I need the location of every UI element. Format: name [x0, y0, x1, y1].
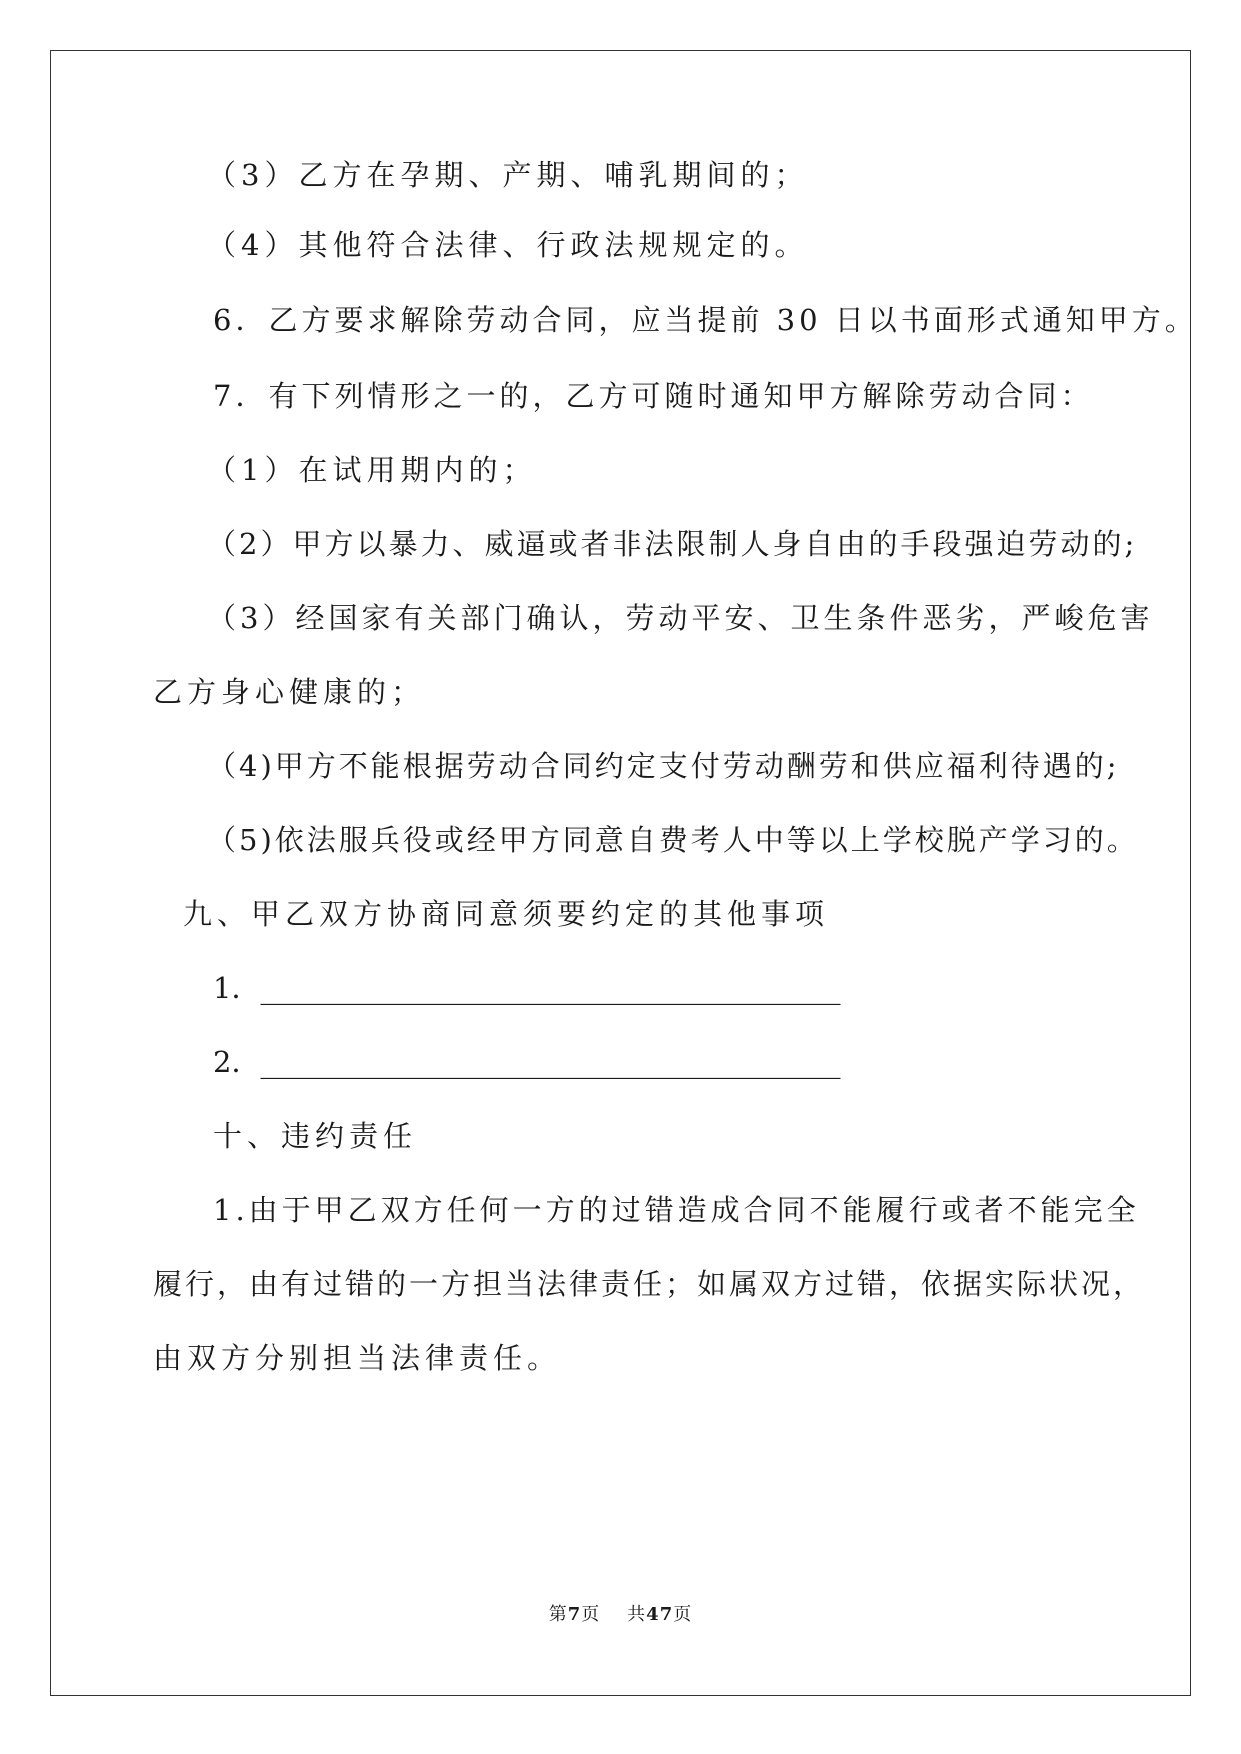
- footer-total-prefix: 共: [627, 1604, 647, 1625]
- line-liability-1: 1.由于甲乙双方任何一方的过错造成合同不能履行或者不能完全: [213, 1193, 1140, 1227]
- footer-total-unit: 页: [673, 1604, 693, 1625]
- line-liability-3: 由双方分别担当法律责任。: [153, 1341, 562, 1375]
- line-clause-6: 6．乙方要求解除劳动合同，应当提前 30 日以书面形式通知甲方。: [213, 303, 1198, 337]
- blank-item-2: 2．________________________________________: [213, 1045, 841, 1079]
- line-safety: （3）经国家有关部门确认，劳动平安、卫生条件恶劣，严峻危害: [207, 601, 1154, 635]
- line-pregnancy: （3）乙方在孕期、产期、哺乳期间的；: [207, 158, 809, 192]
- line-liability-2: 履行，由有过错的一方担当法律责任；如属双方过错，依据实际状况，: [153, 1267, 1146, 1301]
- footer-prefix: 第: [548, 1604, 568, 1625]
- section-nine-heading: 九、甲乙双方协商同意须要约定的其他事项: [183, 897, 830, 931]
- line-remuneration: （4)甲方不能根据劳动合同约定支付劳动酬劳和供应福利待遇的;: [207, 749, 1120, 783]
- line-probation: （1）在试用期内的；: [207, 453, 537, 487]
- page-footer: [0, 1603, 1241, 1627]
- line-other-laws: （4）其他符合法律、行政法规规定的。: [207, 228, 809, 262]
- footer-page-number: 7: [567, 1604, 582, 1625]
- line-forced-labor: （2）甲方以暴力、威逼或者非法限制人身自由的手段强迫劳动的;: [207, 527, 1138, 561]
- line-military: （5)依法服兵役或经甲方同意自费考人中等以上学校脱产学习的。: [207, 823, 1139, 857]
- section-ten-heading: 十、违约责任: [213, 1119, 418, 1153]
- footer-page-unit: 页: [581, 1604, 601, 1625]
- footer-total-pages: 47: [646, 1604, 674, 1625]
- blank-item-1: 1．________________________________________: [213, 971, 841, 1005]
- page-frame: [50, 50, 1191, 1696]
- line-clause-7: 7．有下列情形之一的，乙方可随时通知甲方解除劳动合同：: [213, 379, 1094, 413]
- line-health: 乙方身心健康的；: [153, 675, 426, 709]
